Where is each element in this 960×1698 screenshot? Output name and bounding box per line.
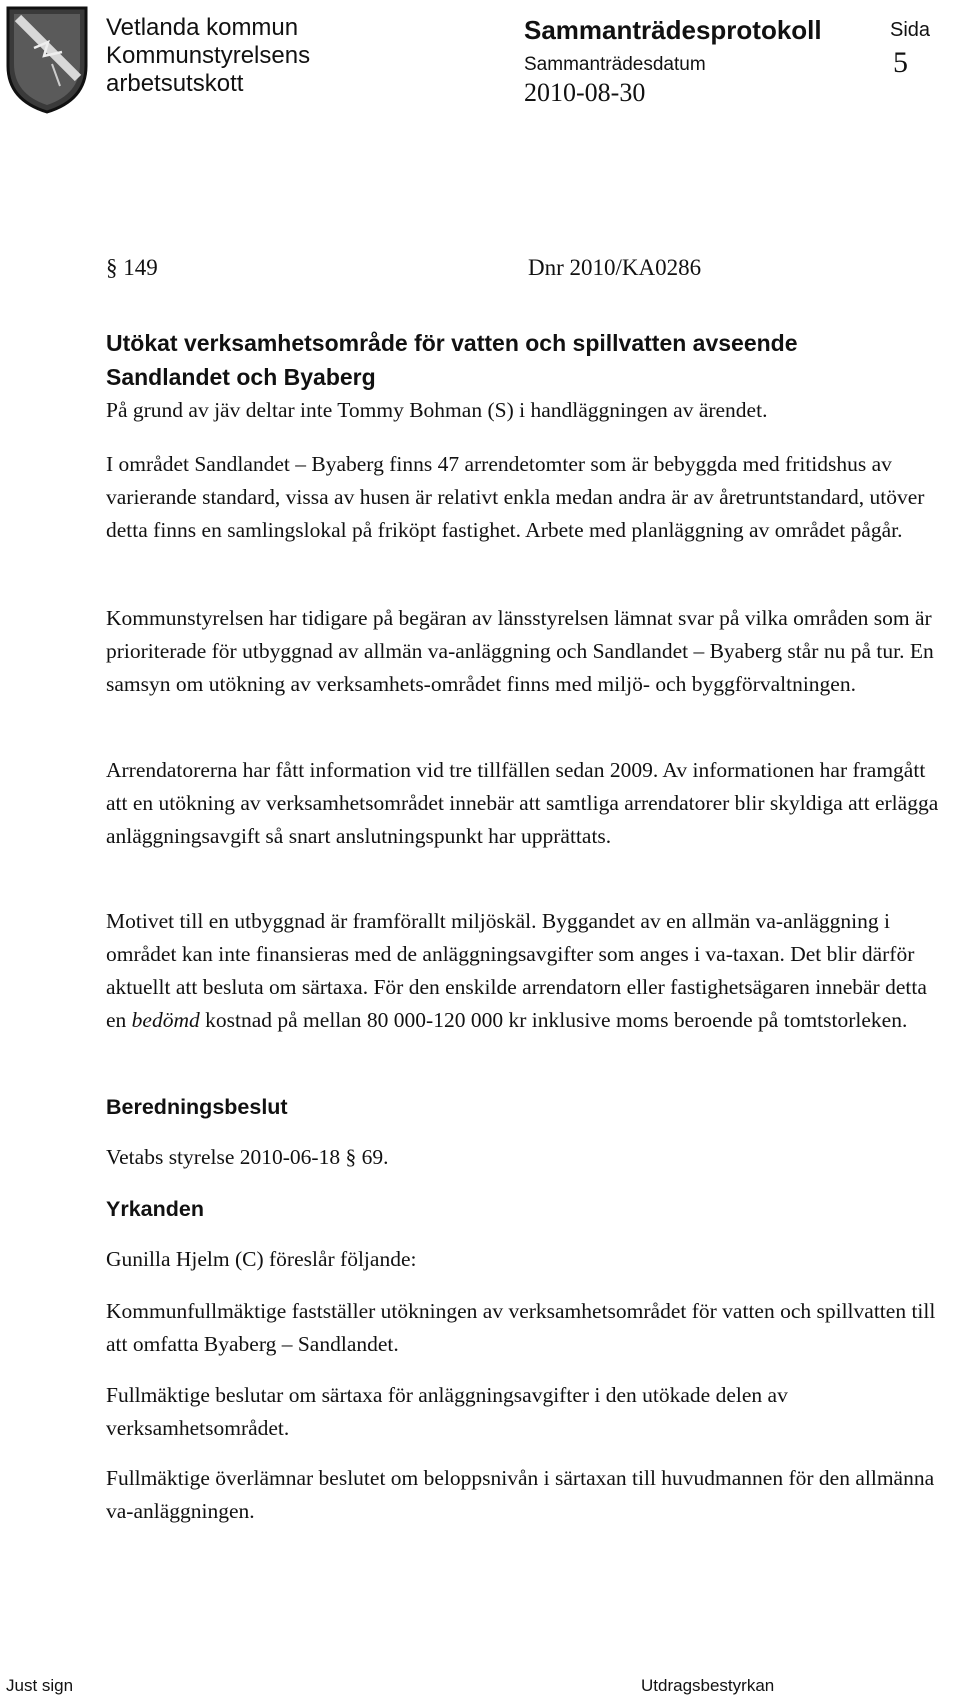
item-number-value: 149 (123, 255, 158, 280)
proposal-1: Kommunfullmäktige fastställer utökningen av verksamhetsområdet för vatten och spillvatten till att omfatta Byaberg – Sandlandet. (106, 1299, 936, 1356)
footer-signature-label: Just sign (6, 1676, 74, 1695)
beredning-section-number: 69. (356, 1145, 389, 1169)
motive-text-end: kostnad på mellan 80 000-120 000 kr inklusive moms beroende på tomtstorleken. (199, 1008, 908, 1032)
case-number: Dnr 2010/KA0286 (528, 255, 702, 280)
header-left (106, 14, 310, 98)
municipality-coat-of-arms (4, 4, 90, 116)
paragraph-motive (106, 905, 946, 1037)
page-number: 5 (893, 46, 908, 79)
proposal-intro: Gunilla Hjelm (C) föreslår följande: (106, 1247, 417, 1271)
yrkanden-heading: Yrkanden (106, 1197, 204, 1221)
proposal-2: Fullmäktige beslutar om särtaxa för anläggningsavgifter i den utökade delen av verksamhetsområdet. (106, 1383, 788, 1440)
meeting-date-label: Sammanträdesdatum (524, 54, 706, 75)
item-title (106, 326, 936, 394)
meeting-date: 2010-08-30 (524, 78, 646, 107)
paragraph-information: Arrendatorerna har fått information vid tre tillfällen sedan 2009. Av informationen har framgått att en utökning av verksamhetsområdet innebär att samtliga arrendatorer blir skyldiga att erlägga anläggningsavgift så snart anslutningspunkt har upprättats. (106, 758, 939, 848)
beredning-heading: Beredningsbeslut (106, 1095, 288, 1119)
motive-emphasis: bedömd (131, 1008, 200, 1032)
proposal-3: Fullmäktige överlämnar beslutet om beloppsnivån i särtaxan till huvudmannen för den allmänna va-anläggningen. (106, 1466, 935, 1523)
paragraph-conflict-of-interest: På grund av jäv deltar inte Tommy Bohman (S) i handläggningen av ärendet. (106, 398, 768, 422)
section-symbol: § (106, 255, 118, 280)
page-label: Sida (890, 19, 931, 41)
paragraph-area-description: I området Sandlandet – Byaberg finns 47 arrendetomter som är bebyggda med fritidshus av varierande standard, vissa av husen är relativt enkla medan andra är av åretruntstandard, utöver detta finns en samlingslokal på friköpt fastighet. Arbete med planläggning av området pågår. (106, 452, 925, 542)
beredning-section-symbol: § (345, 1145, 357, 1169)
committee-name-line2: arbetsutskott (106, 70, 244, 97)
beredning-decision (106, 1141, 946, 1174)
committee-name-line1: Kommunstyrelsens (106, 42, 311, 69)
municipality-name: Vetlanda kommun (106, 14, 299, 41)
footer-certification-label: Utdragsbestyrkan (641, 1676, 775, 1695)
beredning-text: Vetabs styrelse 2010-06-18 (106, 1145, 346, 1169)
item-title-line1: Utökat verksamhetsområde för vatten och spillvatten avseende (106, 330, 798, 356)
paragraph-prioritisation: Kommunstyrelsen har tidigare på begäran av länsstyrelsen lämnat svar på vilka områden som är prioriterade för utbyggnad av allmän va-anläggning och Sandlandet – Byaberg står nu på tur. En samsyn om utökning av verksamhets-området finns med miljö- och byggförvaltningen. (106, 606, 934, 696)
item-number (106, 254, 158, 282)
motive-text-start: Motivet till en utbyggnad är framförallt miljöskäl. Byggandet av en allmän va-anläggning i området kan inte finansieras med de anläggningsavgifter som anges i va-taxan. Det blir därför aktuellt att besluta om särtaxa. För den enskilde arrendatorn eller fastighetsägaren innebär detta en (106, 909, 927, 1032)
document-type: Sammanträdesprotokoll (524, 15, 822, 45)
item-title-line2: Sandlandet och Byaberg (106, 364, 376, 390)
